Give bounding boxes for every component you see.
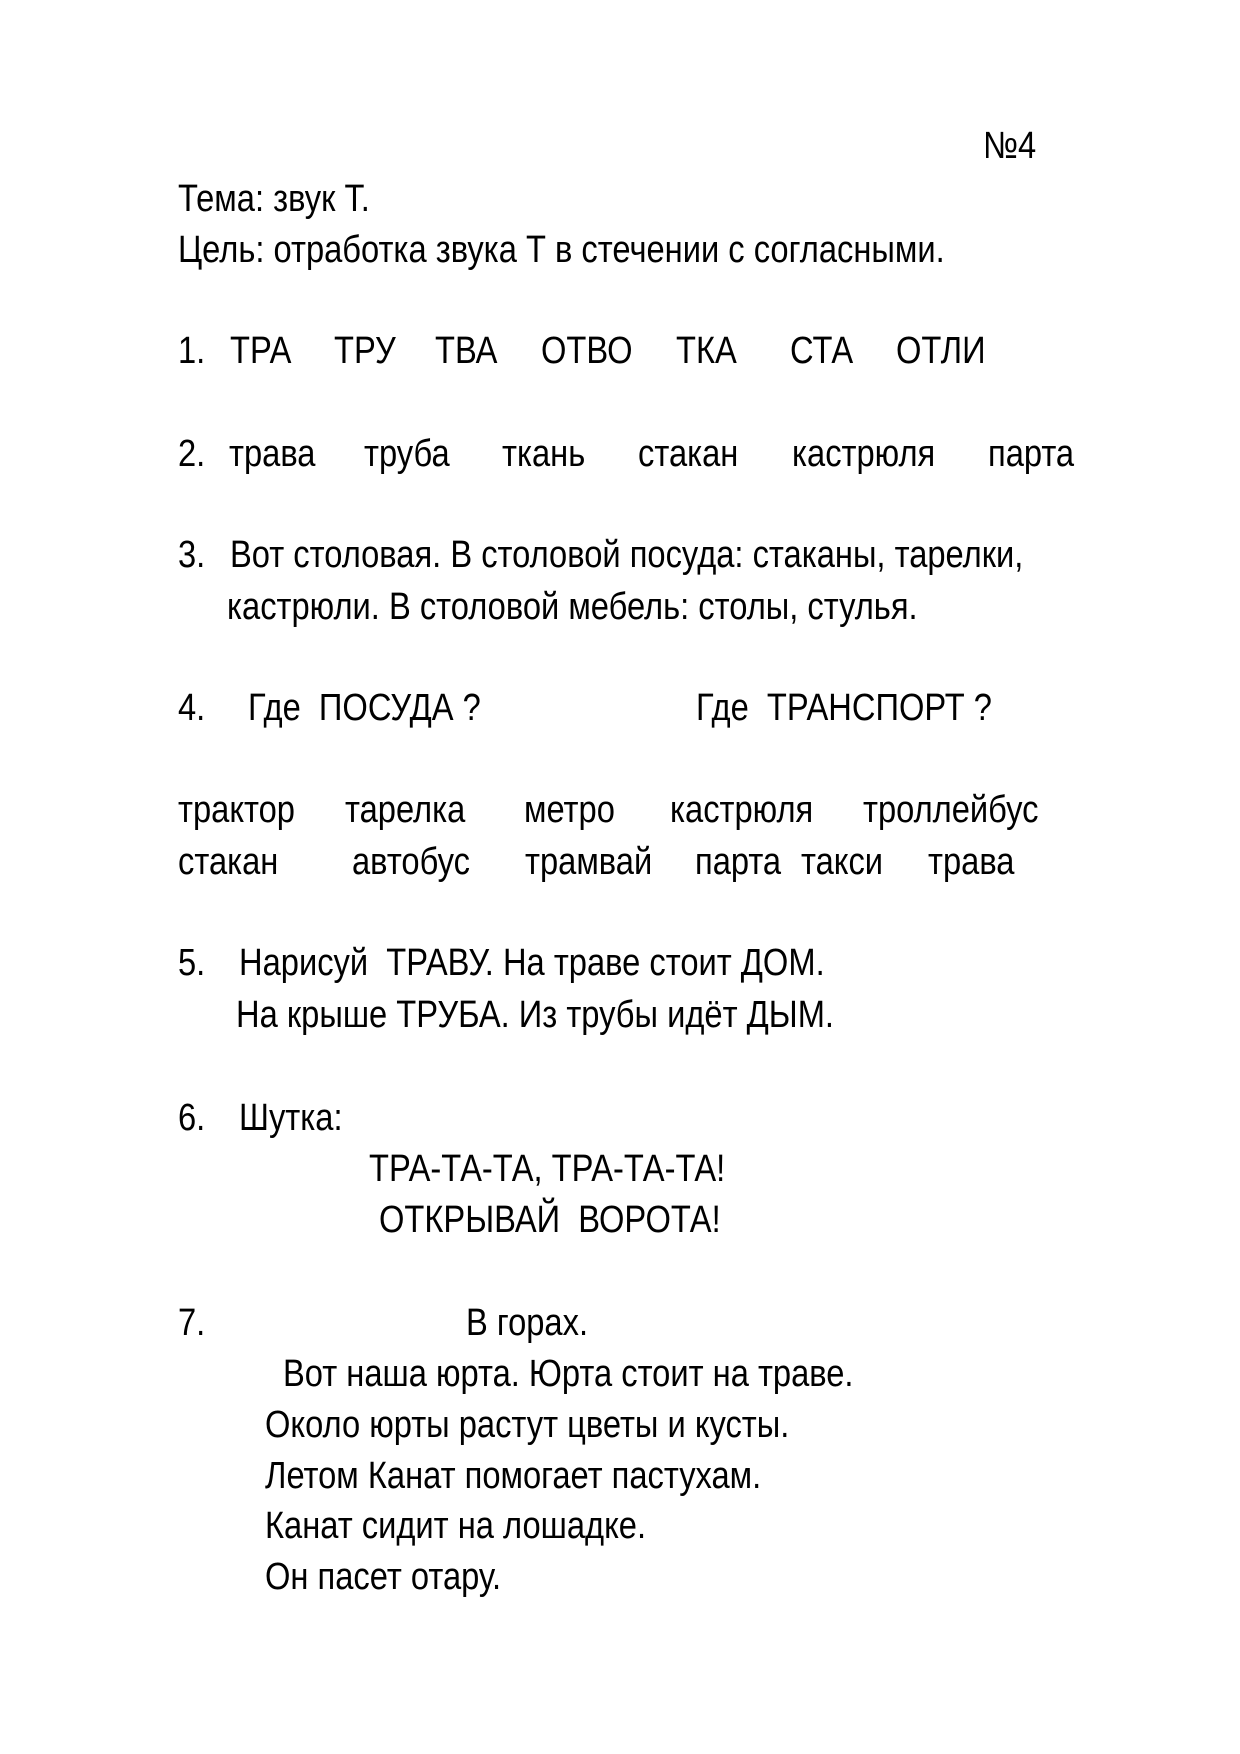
syllable: ОТЛИ <box>896 330 986 372</box>
item-number: 1. <box>178 330 206 372</box>
word: стакан <box>638 433 739 475</box>
story-title: В горах. <box>466 1302 589 1344</box>
story-line: Около юрты растут цветы и кусты. <box>265 1404 790 1446</box>
item-number: 6. <box>178 1097 206 1139</box>
topic: Тема: звук Т. <box>178 178 370 220</box>
word: такси <box>801 841 884 883</box>
item-number: 5. <box>178 942 206 984</box>
word: труба <box>364 433 450 475</box>
word: трамвай <box>525 841 653 883</box>
syllable: ТВА <box>435 330 498 372</box>
verse-line: ТРА-ТА-ТА, ТРА-ТА-ТА! <box>369 1148 726 1190</box>
word: трактор <box>178 789 295 831</box>
word: тарелка <box>345 789 466 831</box>
item-number: 2. <box>178 433 206 475</box>
word: троллейбус <box>863 789 1039 831</box>
exercise-number: №4 <box>983 125 1037 167</box>
text-line: На крыше ТРУБА. Из трубы идёт ДЫМ. <box>236 994 835 1036</box>
item-number: 7. <box>178 1302 206 1344</box>
syllable: ТРА <box>230 330 292 372</box>
word: кастрюля <box>792 433 936 475</box>
story-line: Вот наша юрта. Юрта стоит на траве. <box>283 1353 854 1395</box>
word: автобус <box>352 841 470 883</box>
syllable: ТРУ <box>334 330 396 372</box>
word: парта <box>695 841 782 883</box>
word: кастрюля <box>670 789 814 831</box>
text-line: кастрюли. В столовой мебель: столы, стулья. <box>227 586 918 628</box>
story-line: Канат сидит на лошадке. <box>265 1505 647 1547</box>
word: ткань <box>502 433 586 475</box>
syllable: ОТВО <box>541 330 633 372</box>
story-line: Он пасет отару. <box>265 1556 502 1598</box>
joke-label: Шутка: <box>239 1097 343 1139</box>
question-dishes: Где ПОСУДА ? <box>248 687 481 729</box>
syllable: СТА <box>790 330 854 372</box>
item-number: 3. <box>178 534 206 576</box>
word: метро <box>524 789 615 831</box>
word: трава <box>928 841 1015 883</box>
story-line: Летом Канат помогает пастухам. <box>265 1455 762 1497</box>
text-line: Нарисуй ТРАВУ. На траве стоит ДОМ. <box>239 942 825 984</box>
word: парта <box>988 433 1075 475</box>
question-transport: Где ТРАНСПОРТ ? <box>696 687 992 729</box>
word: трава <box>229 433 316 475</box>
text-line: Вот столовая. В столовой посуда: стаканы, тарелки, <box>230 534 1024 576</box>
word: стакан <box>178 841 279 883</box>
item-number: 4. <box>178 687 206 729</box>
goal: Цель: отработка звука Т в стечении с согласными. <box>178 229 945 271</box>
verse-line: ОТКРЫВАЙ ВОРОТА! <box>379 1199 721 1241</box>
syllable: ТКА <box>676 330 737 372</box>
